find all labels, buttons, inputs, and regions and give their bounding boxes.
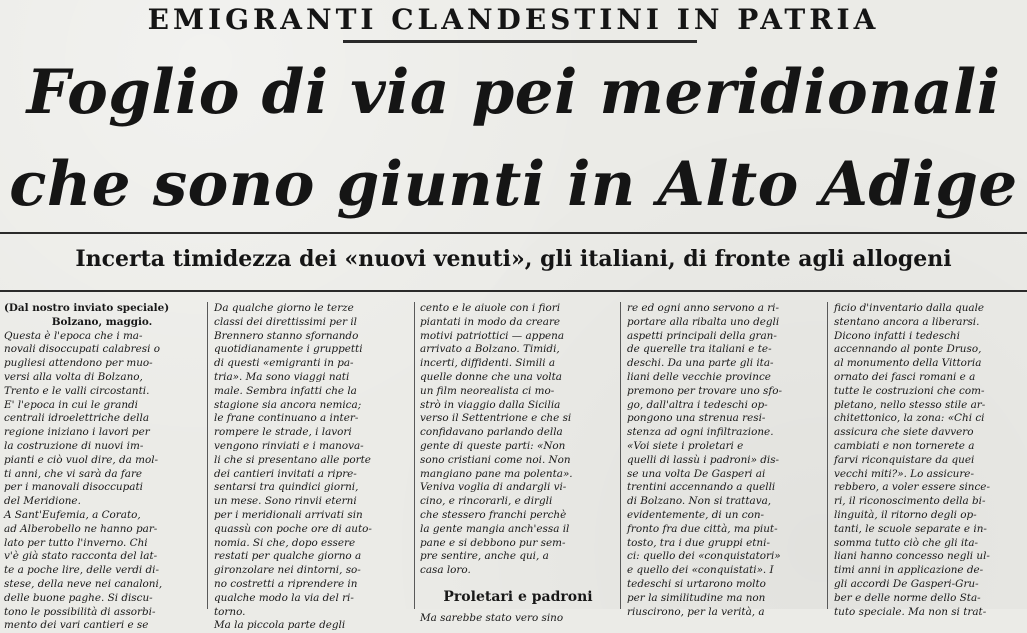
text-line: de querelle tra italiani e te- [627, 343, 772, 356]
text-line: Da qualche giorno le terze [214, 302, 354, 314]
text-line: pletano, nello stesso stile ar- [834, 398, 986, 411]
text-line: Veniva voglia di andargli vi- [420, 481, 567, 494]
text-line: quelle donne che una volta [420, 370, 562, 383]
text-line: Questa è l'epoca che i ma- [4, 329, 143, 342]
text-line: incerti, diffidenti. Simili a [420, 357, 556, 370]
text-line: la gente mangia anch'essa il [420, 522, 570, 535]
text-line: centrali idroelettriche della [4, 412, 150, 425]
text-line: casa loro. [420, 564, 471, 577]
spacer [420, 578, 616, 588]
text-line: ornato dei fasci romani e a [834, 370, 976, 383]
dateline: Bolzano, maggio. [51, 315, 153, 328]
text-line: pre sentire, anche qui, a [420, 550, 549, 563]
text-line: e quello dei «conquistati». I [627, 564, 774, 577]
text-line: rebbero, a voler essere since- [834, 481, 990, 494]
text-line: un mese. Sono rinvii eterni [214, 495, 357, 508]
text-line: versi alla volta di Bolzano, [4, 370, 143, 383]
text-line: go, dall'altra i tedeschi op- [627, 398, 768, 411]
text-line: motivi patriottici — appena [420, 329, 565, 342]
text-line: Trento e le valli circostanti. [4, 384, 150, 397]
text-line: assicura che siete davvero [834, 426, 974, 439]
text-line: quassù con poche ore di auto- [214, 522, 372, 535]
column-divider [207, 302, 208, 609]
text-line: gente di queste parti: «Non [420, 439, 566, 452]
text-line: classi dei direttissimi per il [214, 315, 358, 328]
text-line: se una volta De Gasperi ai [627, 467, 766, 480]
text-line: tono le possibilità di assorbi- [4, 605, 156, 618]
text-line: per la similitudine ma non [627, 591, 766, 604]
text-line: tedeschi si urtarono molto [627, 577, 766, 590]
subheadline: Incerta timidezza dei «nuovi venuti», gli italiani, di fronte agli allogeni [75, 246, 952, 272]
text-line: deschi. Da una parte gli ita- [627, 357, 774, 370]
text-line: tosto, tra i due gruppi etni- [627, 536, 770, 549]
text-line: premono per trovare uno sfo- [627, 384, 782, 397]
text-line: cino, e rincorarli, e dirgli [420, 495, 553, 508]
text-line: ri, il riconoscimento della bi- [834, 495, 986, 508]
text-line: quotidianamente i gruppetti [214, 343, 363, 356]
text-line: portare alla ribalta uno degli [627, 315, 780, 328]
text-line: che stessero franchi perchè [420, 508, 567, 521]
text-line: di Bolzano. Non si trattava, [627, 495, 772, 508]
article-column-2 [214, 302, 410, 632]
text-line: delle buone paghe. Si discu- [4, 591, 153, 604]
text-line: farvi riconquistare da quei [834, 453, 975, 466]
kicker-underline [343, 40, 697, 43]
source-line: (Dal nostro inviato speciale) [4, 302, 170, 314]
text-line: chitettonico, la zona: «Chi ci [834, 412, 985, 425]
text-line: tuto speciale. Ma non si trat- [834, 605, 987, 618]
text-line: di questi «emigranti in pa- [214, 357, 354, 370]
text-line: ficio d'inventario dalla quale [834, 302, 985, 314]
text-line: riuscirono, per la verità, a [627, 605, 765, 618]
text-line: lato per tutto l'inverno. Chi [4, 536, 148, 549]
text-line: E' l'epoca in cui le grandi [4, 398, 139, 411]
text-line: torno. [214, 605, 246, 618]
text-line: Dicono infatti i tedeschi [834, 329, 960, 342]
text-line: male. Sembra infatti che la [214, 384, 357, 397]
subhead-bottom-rule [0, 290, 1027, 292]
text-line: al monumento della Vittoria [834, 357, 982, 370]
text-line: novali disoccupati calabresi o [4, 343, 161, 356]
text-line: Ma sarebbe stato vero sino [420, 611, 564, 624]
text-line: no costretti a riprendere in [214, 577, 358, 590]
text-line: del Meridione. [4, 495, 81, 508]
text-line: per i meridionali arrivati sin [214, 508, 363, 521]
subhead-top-rule [0, 232, 1027, 234]
text-line: stentano ancora a liberarsi. [834, 315, 980, 328]
text-line: mangiano pane ma polenta». [420, 467, 573, 480]
text-line: liani hanno concesso negli ul- [834, 550, 990, 563]
text-line: pongono una strenua resi- [627, 412, 766, 425]
text-line: tanti, le scuole separate e in- [834, 522, 987, 535]
text-line: linguità, il ritorno degli op- [834, 508, 977, 521]
text-line: A Sant'Eufemia, a Corato, [4, 508, 141, 521]
text-line: evidentemente, di un con- [627, 508, 765, 521]
text-line: vengono rinviati e i manova- [214, 439, 364, 452]
text-line: stagione sia ancora nemica; [214, 398, 362, 411]
text-line: verso il Settentrione e che si [420, 412, 572, 425]
text-line: ci: quello dei «conquistatori» [627, 550, 781, 563]
column-divider [414, 302, 415, 609]
text-line: arrivato a Bolzano. Timidi, [420, 343, 560, 356]
text-line: trentini accennando a quelli [627, 481, 776, 494]
column-divider [827, 302, 828, 609]
text-line: quelli di lassù i padroni» dis- [627, 453, 780, 466]
text-line: strò in viaggio dalla Sicilia [420, 398, 561, 411]
text-line: la costruzione di nuovi im- [4, 439, 144, 452]
text-line: pane e si debbono pur sem- [420, 536, 566, 549]
text-line: stese, della neve nei canaloni, [4, 577, 163, 590]
text-line: stenza ad ogni infiltrazione. [627, 426, 774, 439]
text-line: restati per qualche giorno a [214, 550, 362, 563]
text-line: sentarsi tra quindici giorni, [214, 481, 359, 494]
article-column-5 [834, 302, 1024, 618]
text-line: tria». Ma sono viaggi nati [214, 370, 350, 383]
text-line: Brennero stanno sfornando [214, 329, 359, 342]
text-line: regione iniziano i lavori per [4, 426, 150, 439]
text-line: cento e le aiuole con i fiori [420, 302, 561, 314]
text-line: confidavano parlando della [420, 426, 563, 439]
text-line: «Voi siete i proletari e [627, 439, 744, 452]
text-line: pugliesi attendono per muo- [4, 357, 153, 370]
text-line: re ed ogni anno servono a ri- [627, 302, 780, 314]
text-line: v'è già stato racconta del lat- [4, 550, 158, 563]
text-line: tutte le costruzioni che com- [834, 384, 985, 397]
text-line: ad Alberobello ne hanno par- [4, 522, 158, 535]
text-line: rompere le strade, i lavori [214, 426, 352, 439]
text-line: ber e delle norme dello Sta- [834, 591, 981, 604]
article-column-4 [627, 302, 825, 618]
kicker-heading: EMIGRANTI CLANDESTINI IN PATRIA [147, 3, 880, 36]
text-line: le frane continuano a inter- [214, 412, 359, 425]
text-line: fronto fra due città, ma piut- [627, 522, 778, 535]
text-line: mento dei vari cantieri e se [4, 619, 149, 632]
text-line: un film neorealista ci mo- [420, 384, 555, 397]
article-column-1 [4, 302, 200, 632]
text-line: liani delle vecchie province [627, 370, 771, 383]
text-line: vecchi miti?». Lo assicure- [834, 467, 974, 480]
text-line: timi anni in applicazione de- [834, 564, 984, 577]
article-column-3 [420, 302, 616, 624]
text-line: per i manovali disoccupati [4, 481, 143, 494]
text-line: dei cantieri invitati a ripre- [214, 467, 357, 480]
text-line: qualche modo la via del ri- [214, 591, 354, 604]
text-line: pianti e ciò vuol dire, da mol- [4, 453, 159, 466]
headline-line-2: che sono giunti in Alto Adige [9, 149, 1018, 220]
text-line: gironzolare nei dintorni, so- [214, 564, 361, 577]
section-heading: Proletari e padroni [443, 588, 593, 605]
text-line: piantati in modo da creare [420, 315, 561, 328]
text-line: Ma la piccola parte degli [214, 619, 346, 632]
text-line: aspetti principali della gran- [627, 329, 777, 342]
text-line: sono cristiani come noi. Non [420, 453, 571, 466]
headline-line-1: Foglio di via pei meridionali [26, 57, 1001, 128]
text-line: li che si presentano alle porte [214, 453, 371, 466]
text-line: ti anni, che vi sarà da fare [4, 467, 143, 480]
text-line: cambiati e non tornerete a [834, 439, 975, 452]
text-line: te a poche lire, delle verdi di- [4, 564, 160, 577]
text-line: gli accordi De Gasperi-Gru- [834, 577, 979, 590]
text-line: somma tutto ciò che gli ita- [834, 536, 979, 549]
text-line: accennando al ponte Druso, [834, 343, 982, 356]
column-divider [620, 302, 621, 609]
text-line: nomia. Si che, dopo essere [214, 536, 356, 549]
